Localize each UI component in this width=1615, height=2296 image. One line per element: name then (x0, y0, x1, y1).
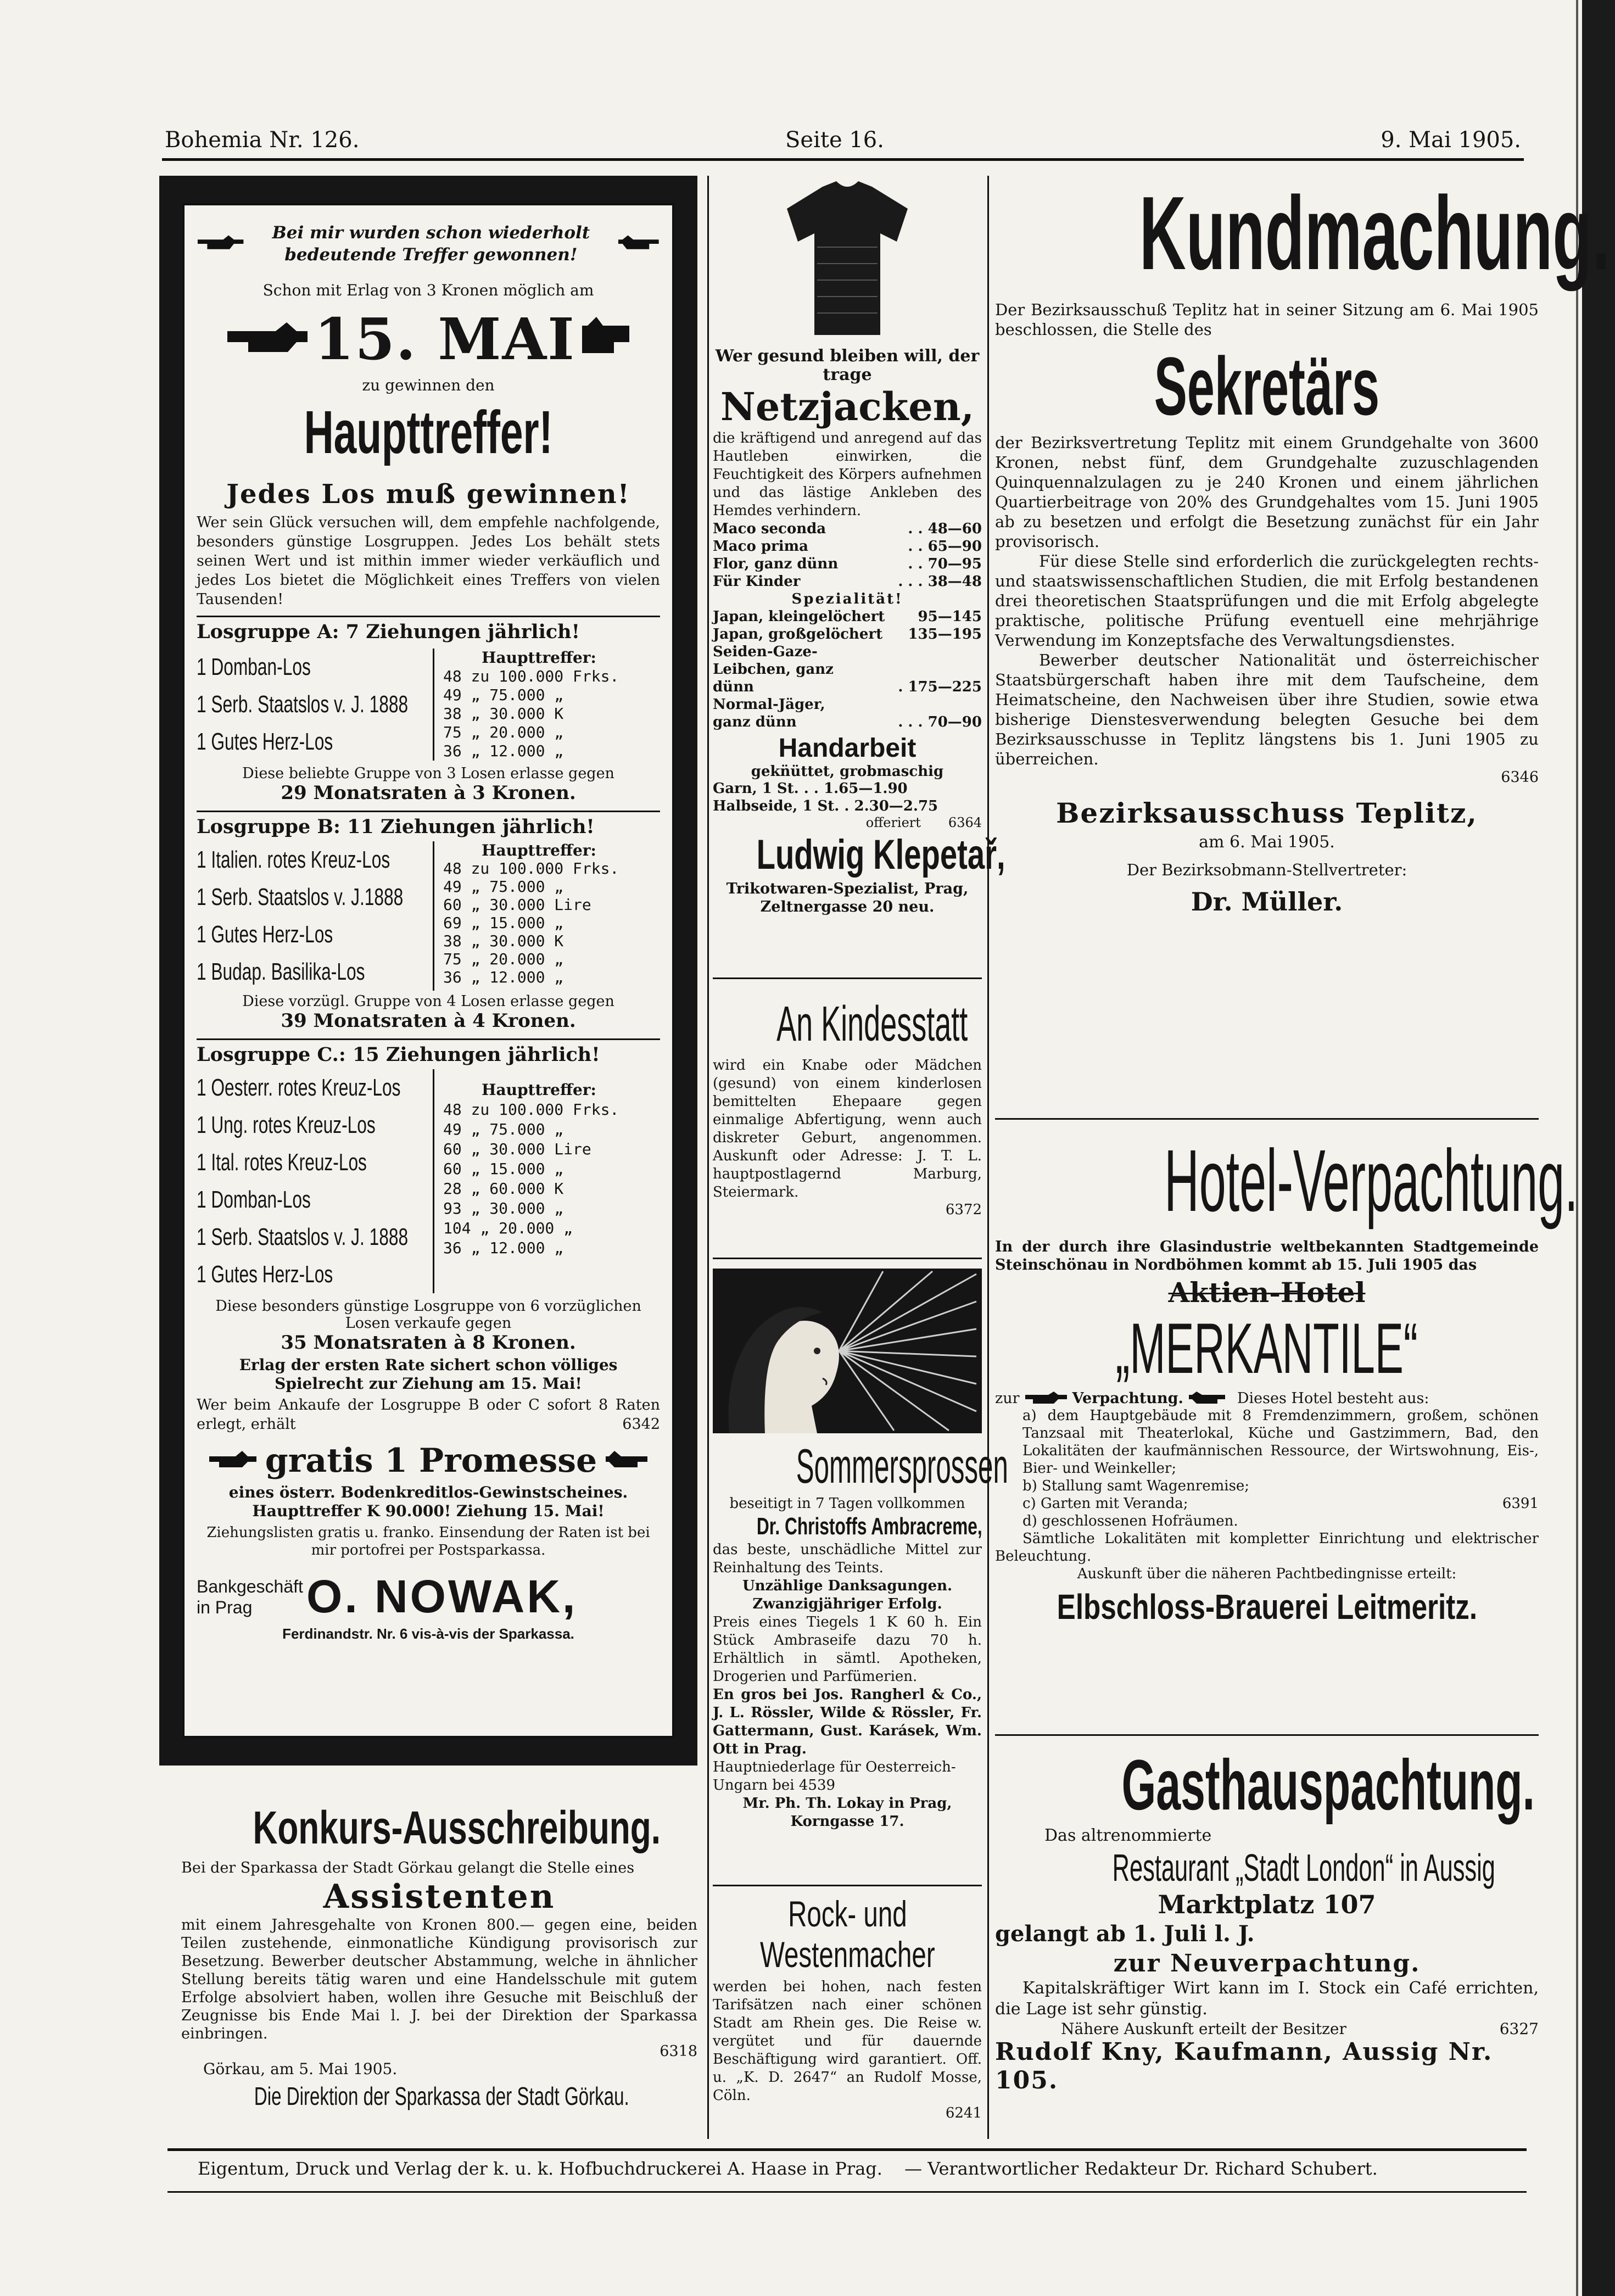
nowak-bank (197, 1570, 660, 1623)
gast-gelangt: gelangt ab 1. Juli l. J. (995, 1921, 1255, 1947)
sommer-product-wrap (713, 1512, 982, 1541)
hotel-name: „MERKANTILE“ (1115, 1308, 1418, 1388)
hotel-zur: zur (995, 1390, 1020, 1407)
gast-restaurant: Restaurant „Stadt London“ in Aussig (1112, 1846, 1495, 1889)
kund-text3: Bewerber deutscher Nationalität und österreichischer Staatsbürgerschaft haben ihre mit dem Taufscheine, dem Heimatscheine, den Nachweisen über ihre Studien, sowie etwa bisherige Dienstesverwendung belegten Gesuche bei dem Bezirksausschusse in Teplitz längstens bis 1. Juni 1905 zu überreichen. (995, 651, 1539, 768)
price-item: Für Kinder (713, 573, 801, 590)
price-row (713, 608, 982, 625)
ankauf-text: Wer beim Ankaufe der Losgruppe B oder C sofort 8 Raten erlegt, erhält (197, 1396, 660, 1433)
hotel-item: b) Stallung samt Wagenremise; (1022, 1478, 1250, 1494)
ad-number: 6346 (1501, 769, 1539, 786)
lot-item: 1 Italien. rotes Kreuz-Los (197, 846, 390, 873)
prize-line: 60 „ 30.000 Lire (443, 896, 591, 914)
price-item: Japan, großgelöchert (713, 626, 883, 643)
price-row (713, 555, 982, 573)
hotel-note: Sämtliche Lokalitäten mit kompletter Einrichtung und elektrischer Beleuchtung. (995, 1530, 1539, 1565)
group-b-prizes (434, 841, 660, 991)
group-c-lots (197, 1069, 434, 1293)
kund-intro: Der Bezirksausschuß Teplitz hat in seiner Sitzung am 6. Mai 1905 beschlossen, die Stelle des (995, 300, 1539, 339)
sommer-dank: Unzählige Danksagungen. Zwanzigjähriger Erfolg. (742, 1578, 953, 1612)
hotel-item: a) dem Hauptgebäude mit 8 Fremdenzimmern, großem, schönen Tanzsaal mit Theaterlokal, Küche und Gastzimmern, Bad, den Lokalitäten der kaufmännischen Ressource, der Wirtswohnung, Eis-, Bier- und Weinkeller; (1022, 1407, 1539, 1477)
header-newspaper: Bohemia Nr. 126. (165, 127, 360, 153)
prize-line: 36 „ 12.000 „ (443, 742, 564, 760)
hotel-verpachtung: Verpachtung. (1072, 1390, 1183, 1407)
prize-line: 93 „ 30.000 „ (443, 1199, 564, 1217)
pointing-hand-icon (605, 1450, 649, 1472)
nowak-ad-inner (182, 203, 674, 1738)
hotel-item-text: c) Garten mit Veranda; (1022, 1495, 1188, 1512)
footer-editor: — Verantwortlicher Redakteur Dr. Richard Schubert. (904, 2158, 1378, 2179)
konkurs-signature-wrap (181, 2081, 697, 2111)
hotel-ad (995, 1131, 1578, 1628)
rock-ad (713, 1893, 982, 2121)
shirt-wrap (713, 176, 982, 343)
price-value: . 175—225 (898, 679, 982, 695)
nowak-haupttreffer: Haupttreffer! (304, 399, 553, 466)
ad-number: 4539 (798, 1777, 836, 1794)
netz-lead: Wer gesund bleiben will, der trage (715, 347, 980, 384)
sommer-dealer: Mr. Ph. Th. Lokay in Prag, Korngasse 17. (742, 1795, 952, 1830)
group-b-note: Diese vorzügl. Gruppe von 4 Losen erlasse gegen (242, 993, 614, 1010)
prize-line: 48 zu 100.000 Frks. (443, 667, 619, 685)
price-row (713, 573, 982, 590)
nowak-intro: Wer sein Glück versuchen will, dem empfehle nachfolgende, besonders günstige Losgruppen. Jedes Los behält stets seinen Wert und ist mithin immer wieder verkäuflich und jedes Los bietet die Möglichkeit eines Treffers von vielen Tausenden! (197, 514, 660, 608)
divider (995, 1118, 1539, 1120)
price-item: Normal-Jäger, ganz dünn (713, 696, 825, 730)
gasthaus-ad (995, 1744, 1539, 2095)
ad-number: 6391 (1502, 1495, 1539, 1512)
kindesstatt-text: wird ein Knabe oder Mädchen (gesund) von einem kinderlosen bemittelten Ehepaare gegen einmalige Abfertigung, wenn auch diskreter Geburt, angenommen. Auskunft oder Adresse: J. T. L. hauptpostlagernd Marburg, Steiermark. (713, 1057, 982, 1200)
prize-line: 69 „ 15.000 „ (443, 914, 564, 932)
page-footer (198, 2158, 1516, 2179)
lot-item: 1 Domban-Los (197, 653, 311, 680)
woman-face-illustration (713, 1269, 982, 1433)
prize-line: 38 „ 30.000 K (443, 932, 564, 950)
lot-item: 1 Domban-Los (197, 1186, 311, 1213)
prize-line: 38 „ 30.000 K (443, 705, 564, 723)
netz-handarbeit: Handarbeit (778, 734, 917, 763)
prize-line: 36 „ 12.000 „ (443, 968, 564, 986)
sommersprossen-ad (713, 1269, 1008, 1831)
gast-owner: Rudolf Kny, Kaufmann, Aussig Nr. 105. (995, 2038, 1493, 2094)
kund-title: Kundmachung. (1139, 175, 1610, 292)
hotel-aktien-wrap (995, 1276, 1539, 1309)
nowak-gratis-row (197, 1442, 660, 1480)
hotel-besteht: Dieses Hotel besteht aus: (1237, 1390, 1429, 1407)
bank-address: Ferdinandstr. Nr. 6 vis-à-vis der Sparkassa. (282, 1625, 574, 1642)
konkurs-title: Konkurs-Ausschreibung. (253, 1802, 661, 1853)
kindesstatt-title: An Kindesstatt (776, 997, 968, 1052)
netz-firm-sub: Trikotwaren-Spezialist, Prag, Zeltnergasse 20 neu. (726, 880, 969, 915)
prize-line: 49 „ 75.000 „ (443, 878, 564, 896)
nowak-jedes: Jedes Los muß gewinnen! (226, 479, 630, 510)
nowak-erlag: Schon mit Erlag von 3 Kronen möglich am (262, 281, 594, 299)
hotel-brewery: Elbschloss-Brauerei Leitmeritz. (1057, 1587, 1477, 1627)
kund-text2: Für diese Stelle sind erforderlich die zurückgelegten rechts- und staatswissenschaftlichen Studien, die mit Erfolg bestandenen drei theoretischen Staatsprüfungen und die mit Erfolg abgelegte praktische, politische Prüfung eventuell eine mehrjährige Verwendung im Konzeptsfache des Verwaltungsdienstes. (995, 552, 1539, 650)
hotel-title-wrap (995, 1131, 1578, 1230)
konkurs-date: Görkau, am 5. Mai 1905. (203, 2060, 398, 2078)
sommer-text2: das beste, unschädliche Mittel zur Reinhaltung des Teints. (713, 1541, 982, 1576)
lot-item: 1 Serb. Staatslos v. J. 1888 (197, 691, 409, 718)
group-c-note: Diese besonders günstige Losgruppe von 6 vorzüglichen Losen verkaufe gegen (215, 1298, 641, 1332)
group-c-prizes (434, 1069, 660, 1293)
nowak-erlag2: Erlag der ersten Rate sichert schon völliges Spielrecht zur Ziehung am 15. Mai! (239, 1356, 618, 1393)
group-c-table (197, 1069, 660, 1293)
kund-position-wrap (995, 339, 1539, 433)
divider (995, 1734, 1539, 1736)
rock-title2: Westenmacher (759, 1934, 935, 1975)
hotel-aktien: Aktien-Hotel (1168, 1276, 1366, 1309)
pointing-hand-icon (581, 315, 630, 364)
lot-item: 1 Gutes Herz-Los (197, 728, 333, 755)
price-row (713, 696, 982, 731)
lot-item: 1 Ung. rotes Kreuz-Los (197, 1111, 376, 1138)
nowak-gratis: gratis 1 Promesse (265, 1442, 597, 1480)
prize-line: 28 „ 60.000 K (443, 1180, 564, 1198)
netz-gekn: gekn̈üttet, grobmaschig (751, 763, 944, 780)
lot-item: 1 Serb. Staatslos v. J.1888 (197, 884, 404, 910)
pointing-hand-icon (197, 234, 244, 254)
rock-title1-wrap (713, 1893, 982, 1934)
group-c-title: Losgruppe C.: 15 Ziehungen jährlich! (197, 1038, 660, 1066)
gast-title-wrap (995, 1744, 1539, 1826)
rock-text: werden bei hohen, nach festen Tarifsätzen nach einer schönen Stadt am Rhein ges. Die Reise w. vergütet und für dauernde Beschäftigung wird garantiert. Off. u. „K. D. 2647“ an Rudolf Mosse, Cöln. (713, 1979, 982, 2104)
prize-line: 75 „ 20.000 „ (443, 723, 564, 741)
group-b-lots (197, 841, 434, 991)
netz-title: Netzjacken, (720, 384, 975, 429)
price-value: 95—145 (918, 608, 982, 625)
konkurs-intro: Bei der Sparkassa der Stadt Görkau gelangt die Stelle eines (181, 1859, 635, 1876)
netz-spezial: Spezialität! (791, 591, 903, 607)
bank-label: Bankgeschäft in Prag (197, 1576, 303, 1617)
shirt-illustration (784, 176, 910, 340)
group-b-rates: 39 Monatsraten à 4 Kronen. (281, 1010, 576, 1032)
price-item: Maco prima (713, 538, 808, 555)
prizes-head: Haupttreffer: (482, 1081, 596, 1099)
konkurs-ad (181, 1801, 697, 2111)
ad-number: 6372 (945, 1202, 982, 1218)
netz-garn: Garn, 1 St. . . 1.65—1.90 (713, 780, 908, 797)
netz-offeriert: offeriert (865, 815, 921, 830)
sommer-title: Sommersprossen (796, 1439, 1008, 1493)
price-item: Maco seconda (713, 521, 826, 537)
nowak-gewinnen: zu gewinnen den (362, 376, 495, 394)
gast-naehere: Nähere Auskunft erteilt der Besitzer (1061, 2020, 1346, 2038)
sommer-preis: Preis eines Tiegels 1 K 60 h. Ein Stück Ambraseife dazu 70 h. Erhältlich in sämtl. Apotheken, Drogerien und Parfümerien. (713, 1614, 982, 1685)
konkurs-signature: Die Direktion der Sparkassa der Stadt Görkau. (254, 2082, 629, 2110)
price-value: . . . 70—90 (898, 714, 982, 730)
header-page-number: Seite 16. (785, 127, 884, 153)
prize-line: 60 „ 30.000 Lire (443, 1140, 591, 1158)
page-edge-scan-border (1582, 0, 1615, 2296)
kund-text1: der Bezirksvertretung Teplitz mit einem Grundgehalte von 3600 Kronen, nebst fünf, dem Grundgehalte zuzuschlagenden Quinquennalzulagen zu je 240 Kronen und einem jährlichen Quartierbeitrage von 20% des Grundgehaltes vom 15. Juni 1905 ab zu besetzen und erfolgt die Besetzung zunächst für ein Jahr provisorisch. (995, 433, 1539, 551)
ad-number: 6318 (660, 2043, 697, 2060)
kund-title-wrap (995, 175, 1610, 292)
sommer-product: Dr. Christoffs Ambracreme, (756, 1513, 982, 1540)
group-a-table (197, 649, 660, 761)
netz-offeriert-row (713, 815, 982, 830)
divider (713, 1258, 982, 1259)
price-item: Flor, ganz dünn (713, 556, 839, 572)
lot-item: 1 Gutes Herz-Los (197, 1261, 333, 1288)
group-c-rates: 35 Monatsraten à 8 Kronen. (281, 1332, 576, 1354)
sommer-haupt-text: Hauptniederlage für Oesterreich-Ungarn bei (713, 1759, 956, 1794)
sommer-title-wrap (713, 1438, 1008, 1495)
nowak-ad-frame (159, 176, 697, 1766)
kund-authority: Bezirksausschuss Teplitz, (1056, 797, 1478, 829)
bank-name: O. NOWAK, (306, 1571, 578, 1622)
price-value: . . 65—90 (908, 538, 982, 555)
gast-text: Kapitalskräftiger Wirt kann im I. Stock ein Café errichten, die Lage ist sehr günstig. (995, 1979, 1539, 2019)
sommer-text: beseitigt in 7 Tagen vollkommen (729, 1495, 965, 1512)
kindesstatt-title-wrap (713, 995, 982, 1053)
sommer-engros: En gros bei Jos. Rangherl & Co., J. L. Rössler, Wilde & Rössler, Fr. Gattermann, Gust. Karásek, Wm. Ott in Prag. (713, 1686, 982, 1757)
hotel-intro: In der durch ihre Glasindustrie weltbekannten Stadtgemeinde Steinschönau in Nordböhmen kommt ab 15. Juli 1905 das (995, 1238, 1539, 1273)
hotel-auskunft: Auskunft über die näheren Pachtbedingnisse erteilt: (1077, 1566, 1457, 1582)
rock-title1: Rock- und (787, 1893, 907, 1934)
price-row (713, 520, 982, 538)
kindesstatt-ad (713, 995, 982, 1218)
price-row (713, 538, 982, 555)
rock-title2-wrap (713, 1934, 982, 1975)
konkurs-position: Assistenten (323, 1878, 556, 1916)
hotel-item (1022, 1495, 1539, 1512)
gast-title: Gasthauspachtung. (1121, 1745, 1535, 1825)
footer-publisher: Eigentum, Druck und Verlag der k. u. k. Hofbuchdruckerei A. Haase in Prag. (198, 2158, 882, 2179)
pointing-hand-icon (226, 320, 309, 359)
prizes-head: Haupttreffer: (482, 841, 596, 859)
group-a-rates: 29 Monatsraten à 3 Kronen. (281, 782, 576, 804)
lot-item: 1 Serb. Staatslos v. J. 1888 (197, 1224, 409, 1250)
price-item: Japan, kleingelöchert (713, 608, 885, 625)
divider (713, 1885, 982, 1886)
lot-item: 1 Ital. rotes Kreuz-Los (197, 1149, 367, 1176)
nowak-date-row (197, 305, 660, 373)
prizes-head: Haupttreffer: (482, 649, 596, 667)
price-item: Seiden-Gaze-Leibchen, ganz dünn (713, 644, 834, 695)
pointing-hand-icon (208, 1450, 258, 1472)
netz-text: die kräftigend und anregend auf das Hautleben einwirken, die Feuchtigkeit des Körpers aufnehmen und das lästige Ankleben des Hemdes verhindern. (713, 430, 982, 519)
sommer-haupt (713, 1758, 982, 1795)
nowak-date: 15. MAI (314, 305, 575, 373)
konkurs-text: mit einem Jahresgehalte von Kronen 800.— gegen eine, beiden Teilen zustehende, einmonatliche Kündigung provisorisch zur Besetzung. Bewerber deutscher Abstammung, welche in ähnlicher Stellung bereits tätig waren und eine Handelsschule mit gutem Erfolge absolviert haben, wollen ihre Gesuche mit Beischluß der Zeugnisse bis Ende Mai l. J. bei der Direktion der Sparkassa einbringen. (181, 1917, 697, 2042)
footer-rule-top (167, 2148, 1527, 2151)
kund-position: Sekretärs (1154, 340, 1380, 432)
group-a-prizes (434, 649, 660, 761)
nowak-ziehungslisten: Ziehungslisten gratis u. franko. Einsendung der Raten ist bei mir portofrei per Postsparkassa. (206, 1524, 650, 1558)
gast-intro: Das altrenommierte (1044, 1826, 1212, 1845)
kund-deputy: Der Bezirksobmann-Stellvertreter: (1126, 861, 1407, 879)
page-header (165, 127, 1521, 160)
lot-item: 1 Budap. Basilika-Los (197, 958, 365, 985)
hotel-brewery-wrap (995, 1586, 1539, 1628)
nowak-top-line: Bei mir wurden schon wiederholt bedeutende Treffer gewonnen! (272, 223, 590, 265)
nowak-ankauf (197, 1395, 660, 1434)
header-rule (162, 158, 1524, 161)
netz-prices (713, 520, 982, 731)
divider (713, 977, 982, 979)
prize-line: 49 „ 75.000 „ (443, 1120, 564, 1138)
netz-halb: Halbseide, 1 St. . 2.30—2.75 (713, 798, 938, 814)
netz-firm-wrap (713, 830, 1005, 880)
kund-signature: Dr. Müller. (1191, 887, 1343, 917)
group-a-note: Diese beliebte Gruppe von 3 Losen erlasse gegen (242, 765, 614, 782)
kundmachung-ad (995, 175, 1610, 917)
group-a-lots (197, 649, 434, 761)
pointing-hand-icon (617, 234, 660, 254)
ad-number: 6241 (945, 2105, 982, 2121)
nowak-haupttreffer-wrap (197, 400, 660, 466)
prize-line: 48 zu 100.000 Frks. (443, 859, 619, 878)
price-value: . . 70—95 (908, 556, 982, 572)
group-a-title: Losgruppe A: 7 Ziehungen jährlich! (197, 616, 660, 643)
column-rule-2 (987, 176, 989, 2139)
netzjacken-ad (713, 176, 1005, 916)
hotel-items (995, 1407, 1539, 1530)
pointing-hand-icon (1024, 1390, 1068, 1407)
gast-restaurant-wrap (995, 1845, 1539, 1890)
kund-date: am 6. Mai 1905. (1199, 833, 1335, 852)
prize-line: 49 „ 75.000 „ (443, 686, 564, 704)
ad-number: 6342 (622, 1416, 660, 1433)
footer-rule-bottom (167, 2191, 1527, 2193)
prize-line: 36 „ 12.000 „ (443, 1239, 564, 1257)
konkurs-title-wrap (181, 1801, 697, 1854)
gast-address: Marktplatz 107 (1158, 1890, 1376, 1919)
price-row (713, 625, 982, 643)
prize-line: 48 zu 100.000 Frks. (443, 1100, 619, 1119)
hotel-name-wrap (995, 1309, 1539, 1388)
hotel-verp-row (995, 1390, 1539, 1407)
lot-item: 1 Oesterr. rotes Kreuz-Los (197, 1074, 401, 1101)
price-value: 135—195 (908, 626, 982, 643)
ad-number: 6327 (1499, 2020, 1539, 2038)
group-b-title: Losgruppe B: 11 Ziehungen jährlich! (197, 811, 660, 838)
nowak-top (197, 222, 660, 266)
prize-line: 104 „ 20.000 „ (443, 1219, 573, 1237)
pointing-hand-icon (1188, 1390, 1226, 1407)
hotel-item: d) geschlossenen Hofräumen. (1022, 1513, 1238, 1529)
price-value: . . . 38—48 (898, 573, 982, 590)
price-value: . . 48—60 (908, 521, 982, 537)
prize-line: 75 „ 20.000 „ (443, 950, 564, 968)
group-b-table (197, 841, 660, 991)
gast-zur: zur Neuverpachtung. (1113, 1949, 1421, 1977)
hotel-title: Hotel-Verpachtung. (1164, 1131, 1578, 1230)
ad-number: 6364 (948, 815, 982, 830)
nowak-promesse: eines österr. Bodenkreditlos-Gewinstscheines. Haupttreffer K 90.000! Ziehung 15. Mai! (228, 1483, 628, 1520)
column-rule-1 (707, 176, 709, 2139)
netz-firm: Ludwig Klepetař, (756, 831, 1005, 878)
price-row (713, 643, 982, 696)
lot-item: 1 Gutes Herz-Los (197, 921, 333, 948)
header-date: 9. Mai 1905. (1381, 127, 1521, 153)
gast-naehere-row (995, 2020, 1539, 2038)
prize-line: 60 „ 15.000 „ (443, 1160, 564, 1178)
